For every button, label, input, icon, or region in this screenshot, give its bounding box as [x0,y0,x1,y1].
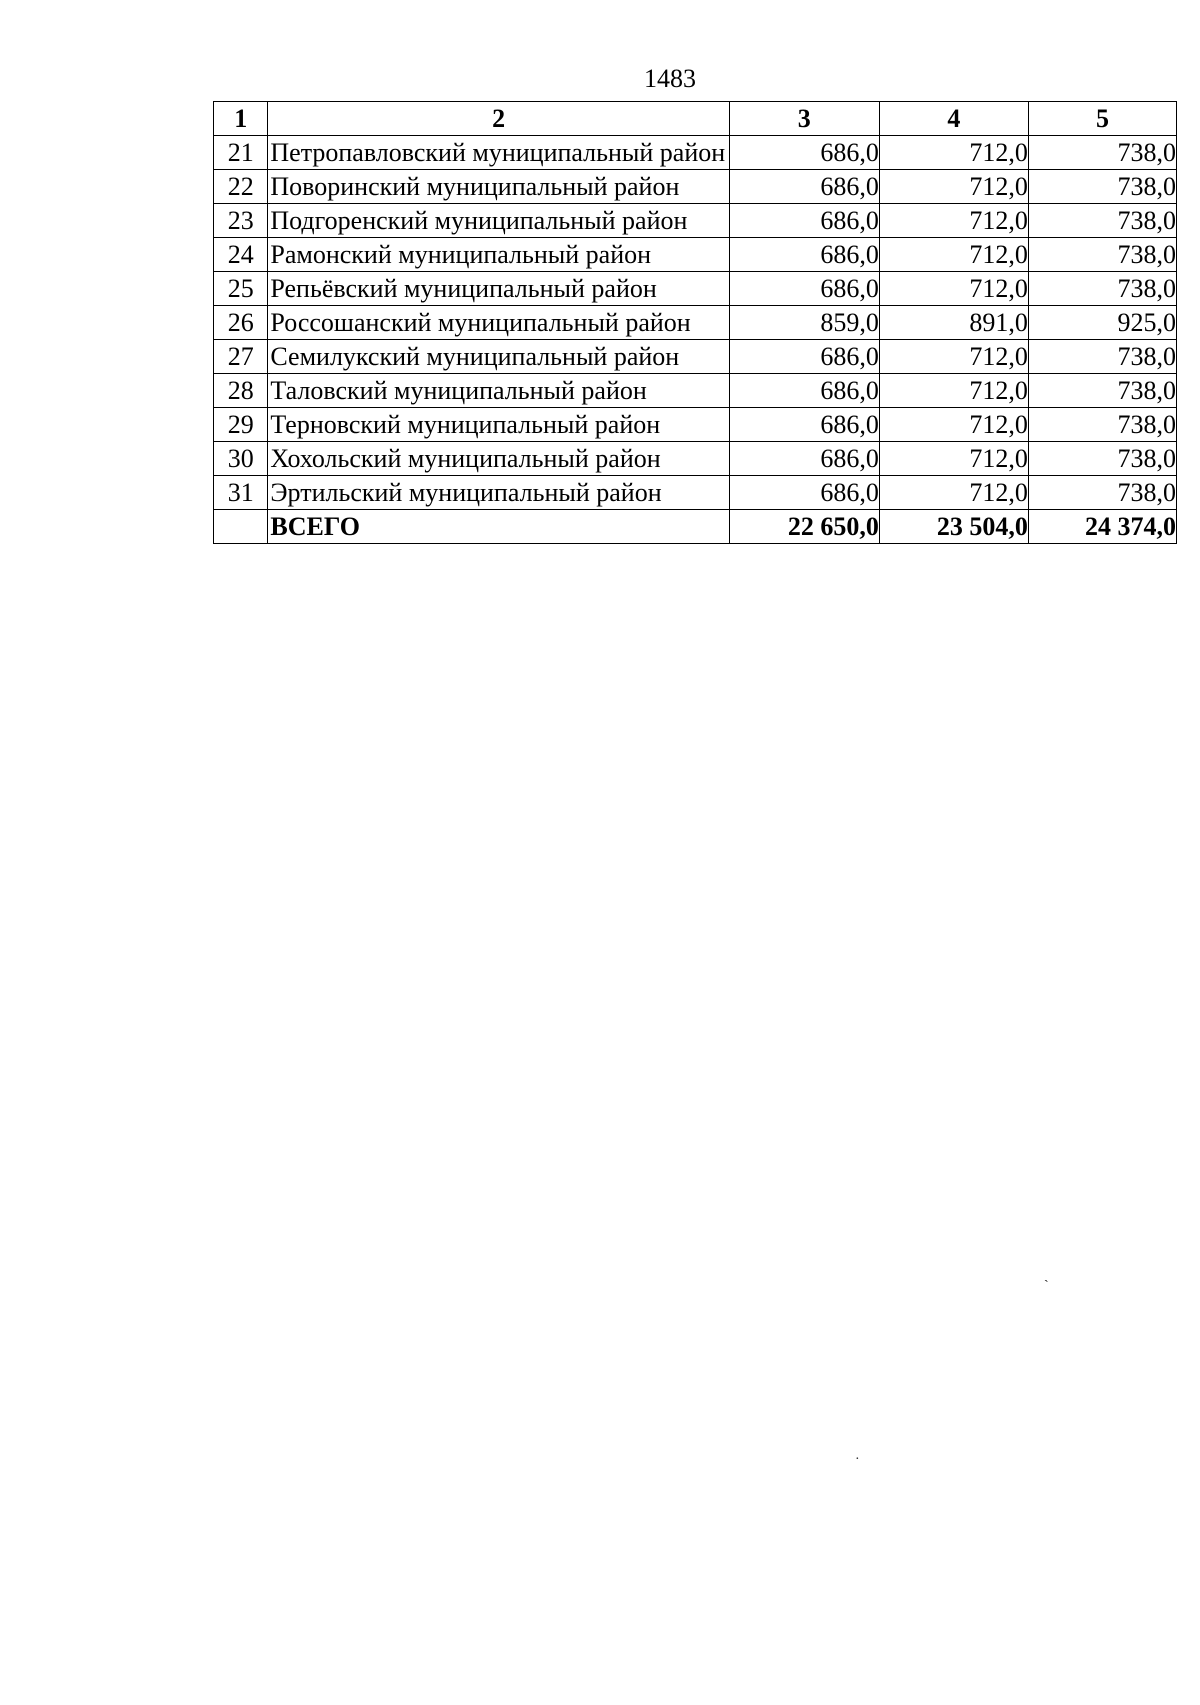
value-col-5: 925,0 [1028,306,1176,340]
table-row [214,340,1177,374]
table-row [214,374,1177,408]
value-col-5: 738,0 [1028,442,1176,476]
table-body [214,136,1177,544]
row-number: 25 [214,272,268,306]
district-name: Терновский муниципальный район [268,408,729,442]
table-row [214,136,1177,170]
district-name: Репьёвский муниципальный район [268,272,729,306]
value-col-4: 712,0 [879,340,1028,374]
column-header-2: 2 [268,102,729,136]
row-number: 29 [214,408,268,442]
table-row [214,476,1177,510]
row-number: 24 [214,238,268,272]
value-col-3: 686,0 [729,442,879,476]
value-col-5: 738,0 [1028,170,1176,204]
district-name: Петропавловский муниципальный район [268,136,729,170]
row-number: 21 [214,136,268,170]
column-header-4: 4 [879,102,1028,136]
column-header-1: 1 [214,102,268,136]
value-col-5: 738,0 [1028,340,1176,374]
row-number: 26 [214,306,268,340]
value-col-3: 686,0 [729,408,879,442]
column-header-5: 5 [1028,102,1176,136]
table-row [214,170,1177,204]
total-row-number [214,510,268,544]
row-number: 28 [214,374,268,408]
table-header-row [214,102,1177,136]
total-col-3: 22 650,0 [729,510,879,544]
value-col-4: 712,0 [879,272,1028,306]
value-col-4: 712,0 [879,374,1028,408]
value-col-3: 686,0 [729,272,879,306]
value-col-3: 686,0 [729,136,879,170]
scan-speck-mark: ˏ [1044,1268,1049,1283]
district-name: Рамонский муниципальный район [268,238,729,272]
value-col-3: 686,0 [729,170,879,204]
value-col-3: 686,0 [729,340,879,374]
table-row [214,272,1177,306]
value-col-3: 686,0 [729,374,879,408]
row-number: 23 [214,204,268,238]
value-col-4: 712,0 [879,204,1028,238]
total-label: ВСЕГО [268,510,729,544]
value-col-5: 738,0 [1028,476,1176,510]
district-name: Семилукский муниципальный район [268,340,729,374]
value-col-3: 859,0 [729,306,879,340]
row-number: 30 [214,442,268,476]
value-col-5: 738,0 [1028,408,1176,442]
table-row [214,204,1177,238]
value-col-3: 686,0 [729,238,879,272]
value-col-5: 738,0 [1028,238,1176,272]
value-col-3: 686,0 [729,204,879,238]
value-col-4: 712,0 [879,442,1028,476]
value-col-5: 738,0 [1028,374,1176,408]
value-col-5: 738,0 [1028,272,1176,306]
total-row [214,510,1177,544]
value-col-4: 712,0 [879,408,1028,442]
value-col-4: 712,0 [879,136,1028,170]
value-col-5: 738,0 [1028,136,1176,170]
value-col-5: 738,0 [1028,204,1176,238]
scan-dot-mark: · [855,1452,860,1467]
table-row [214,442,1177,476]
district-name: Хохольский муниципальный район [268,442,729,476]
table-row [214,238,1177,272]
value-col-4: 712,0 [879,476,1028,510]
district-name: Подгоренский муниципальный район [268,204,729,238]
value-col-4: 891,0 [879,306,1028,340]
total-col-4: 23 504,0 [879,510,1028,544]
row-number: 27 [214,340,268,374]
district-name: Таловский муниципальный район [268,374,729,408]
table-row [214,306,1177,340]
row-number: 31 [214,476,268,510]
value-col-4: 712,0 [879,238,1028,272]
allocation-table [213,101,1177,544]
district-name: Россошанский муниципальный район [268,306,729,340]
table-row [214,408,1177,442]
page-number: 1483 [644,64,696,93]
row-number: 22 [214,170,268,204]
total-col-5: 24 374,0 [1028,510,1176,544]
district-name: Эртильский муниципальный район [268,476,729,510]
column-header-3: 3 [729,102,879,136]
value-col-3: 686,0 [729,476,879,510]
value-col-4: 712,0 [879,170,1028,204]
district-name: Поворинский муниципальный район [268,170,729,204]
